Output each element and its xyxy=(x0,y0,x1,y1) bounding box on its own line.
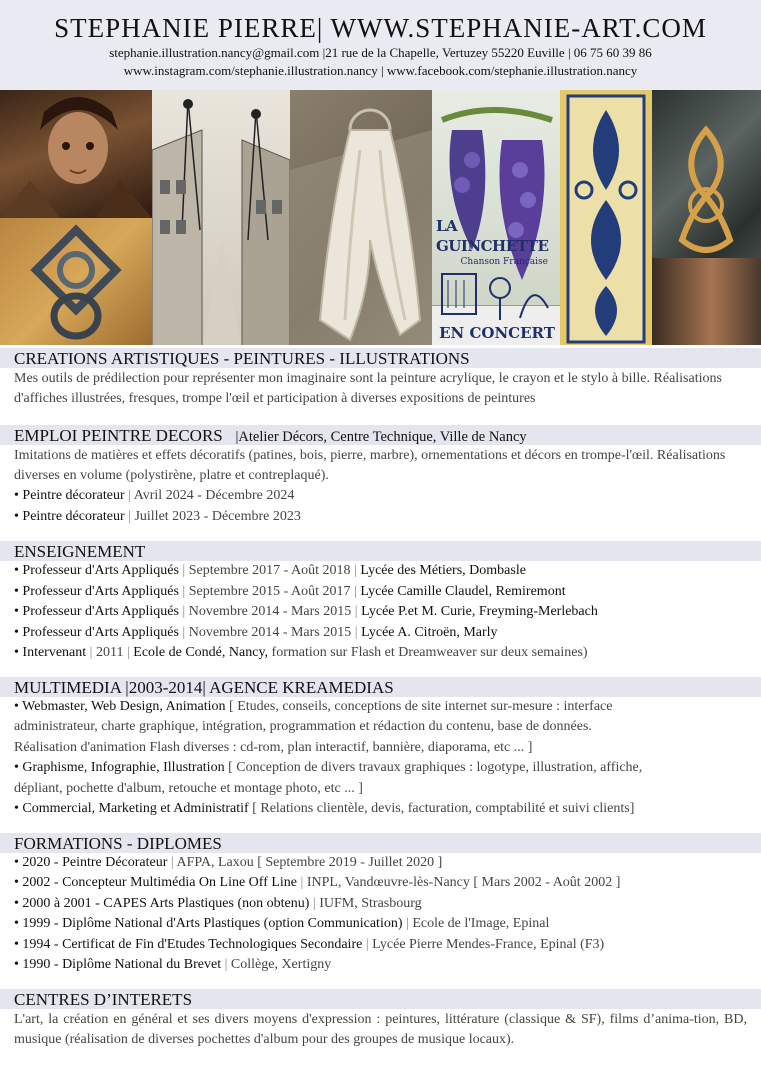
multimedia-line: dépliant, pochette d'album, retouche et montage photo, etc ... ] xyxy=(14,780,363,796)
enseignement-item: • Professeur d'Arts Appliqués | Novembre 2014 - Mars 2015 | Lycée P.et M. Curie, Freyming-Merlebach xyxy=(14,604,598,619)
multimedia-item: • Commercial, Marketing et Administratif [ Relations clientèle, devis, facturation, comptabilité et suivi clients] xyxy=(14,801,635,816)
formation-item: • 2020 - Peintre Décorateur | AFPA, Laxou [ Septembre 2019 - Juillet 2020 ] xyxy=(14,854,443,870)
section-emploi xyxy=(0,425,761,445)
artwork-girl-portrait xyxy=(0,90,152,218)
multimedia-item: • Webmaster, Web Design, Animation [ Etudes, conseils, conceptions de site internet sur-mesure : interface xyxy=(14,698,613,714)
artwork-ornament-handle xyxy=(0,218,152,348)
poster-concert-label: EN CONCERT xyxy=(439,324,555,342)
emploi-text: Imitations de matières et effets décoratifs (patines, bois, pierre, marbre), ornementations et décors en trompe-l'œil. Réalisations diverses en volume (polystirène, platre et contreplaqué). xyxy=(14,448,726,483)
formation-item: • 2002 - Concepteur Multimédia On Line Off Line | INPL, Vandœuvre-lès-Nancy [ Mars 2002 - Août 2002 ] xyxy=(14,875,621,890)
multimedia-item: • Graphisme, Infographie, Illustration [ Conception de divers travaux graphiques : logotype, illustration, affiche, xyxy=(14,760,643,775)
formation-item: • 1999 - Diplôme National d'Arts Plastiques (option Communication) | Ecole de l'Image, Epinal xyxy=(14,916,550,931)
multimedia-line: administrateur, charte graphique, intégration, programmation et rédaction du contenu, base de données. xyxy=(14,719,592,734)
section-formations: FORMATIONS - DIPLOMES xyxy=(0,833,761,853)
name-title: STEPHANIE PIERRE| WWW.STEPHANIE-ART.COM xyxy=(54,13,707,43)
enseignement-item: • Professeur d'Arts Appliqués | Novembre 2014 - Mars 2015 | Lycée A. Citroën, Marly xyxy=(14,624,498,640)
social-links: www.instagram.com/stephanie.illustration.nancy | www.facebook.com/stephanie.illustration.nancy xyxy=(123,63,638,78)
formation-item: • 2000 à 2001 - CAPES Arts Plastiques (non obtenu) | IUFM, Strasbourg xyxy=(14,895,422,911)
poster-subtitle: Chanson Française xyxy=(460,257,548,267)
enseignement-item: • Professeur d'Arts Appliqués | Septembre 2017 - Août 2018 | Lycée des Métiers, Dombasle xyxy=(14,563,526,578)
street-drawing xyxy=(152,90,290,348)
content xyxy=(0,348,761,1050)
interets-text: L'art, la création en général et ses divers moyens d'expression : peintures, littérature (classique & SF), films d’anima-tion, BD, musique (réalisation de diverses pochettes d'album pour des groupes de musique locaux). xyxy=(14,1011,747,1047)
header xyxy=(0,0,761,90)
enseignement-item: • Intervenant | 2011 | Ecole de Condé, Nancy, formation sur Flash et Dreamweaver sur deux semaines) xyxy=(14,645,588,660)
poster-title: LA GUINCHETTE xyxy=(436,217,549,255)
artwork-gallery xyxy=(0,90,761,348)
ornament-drawing xyxy=(0,218,152,348)
section-creations: CREATIONS ARTISTIQUES - PEINTURES - ILLUSTRATIONS xyxy=(0,348,761,368)
section-interets: CENTRES D’INTERETS xyxy=(0,989,761,1009)
face-portrait-lower xyxy=(652,258,761,348)
formation-item: • 1990 - Diplôme National du Brevet | Collège, Xertigny xyxy=(14,957,332,972)
emploi-item: • Peintre décorateur | Avril 2024 - Décembre 2024 xyxy=(14,488,295,503)
emploi-item: • Peintre décorateur | Juillet 2023 - Décembre 2023 xyxy=(14,508,301,524)
formation-item: • 1994 - Certificat de Fin d'Etudes Technologiques Secondaire | Lycée Pierre Mendes-France, Epinal (F3) xyxy=(14,936,605,952)
artwork-cloth-trompe-loeil xyxy=(290,90,432,348)
blue-ornament-drawing xyxy=(560,90,652,348)
multimedia-line: Réalisation d'animation Flash diverses : cd-rom, plan interactif, bannière, diaporama, etc ... ] xyxy=(14,739,533,755)
section-enseignement: ENSEIGNEMENT xyxy=(0,541,761,561)
emploi-subtitle: |Atelier Décors, Centre Technique, Ville de Nancy xyxy=(235,429,527,445)
emploi-title: EMPLOI PEINTRE DECORS xyxy=(14,426,223,445)
cloth-drawing xyxy=(290,90,432,348)
artwork-blue-ornament xyxy=(560,90,652,348)
enseignement-item: • Professeur d'Arts Appliqués | Septembre 2015 - Août 2017 | Lycée Camille Claudel, Remiremont xyxy=(14,583,566,599)
artwork-street-sketch xyxy=(152,90,290,348)
contact-line: stephanie.illustration.nancy@gmail.com |21 rue de la Chapelle, Vertuzey 55220 Euville | 06 75 60 39 86 xyxy=(109,45,652,60)
poster-instruments-drawing xyxy=(436,268,556,328)
girl-portrait-drawing xyxy=(0,90,152,218)
section-multimedia: MULTIMEDIA |2003-2014| AGENCE KREAMEDIAS xyxy=(0,677,761,697)
creations-text: Mes outils de prédilection pour représenter mon imaginaire sont la peinture acrylique, le crayon et le stylo à bille. Réalisations d'affiches illustrées, fresques, trompe l'œil et participation à diverses expositions de peintures xyxy=(14,371,722,406)
